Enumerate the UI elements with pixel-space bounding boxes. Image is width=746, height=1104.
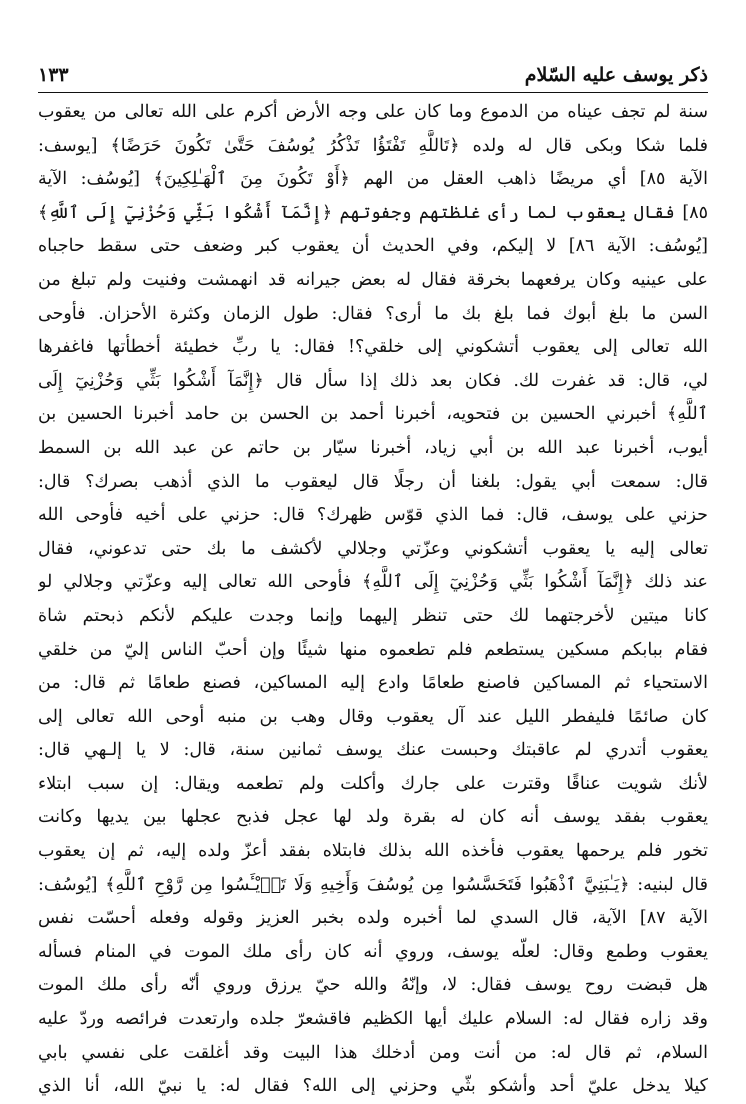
text-line: تعالى إليه يا يعقوب أتشكوني وعزّتي وجلالي لأكشف ما بك حتى تدعوني، فقال xyxy=(38,538,708,559)
text-line: كان صائمًا فليفطر الليل عند آل يعقوب وقال وهب بن منبه أوحى الله تعالى إلى xyxy=(38,706,708,727)
text-line: فلما شكا وبكى قال له ولده ﴿تَاللَّهِ تَفْتَؤُا تَذْكُرُ يُوسُفَ حَتَّىٰ تَكُونَ حَرَضًا﴾ [يوسف: xyxy=(38,135,708,156)
text-line: حزني على يوسف، قال: فما الذي قوّس ظهرك؟ قال: حزني على أخيه فأوحى الله xyxy=(38,505,708,526)
text-line: هل قبضت روح يوسف فقال: لا، وإنّهُ والله حيّ يرزق وروي أنّه رأى ملك الموت xyxy=(38,975,708,996)
text-line: تخور فلم يرحمها يعقوب فأخذه الله بذلك فابتلاه بفقد أعزّ ولده إليه، ثم إن يعقوب xyxy=(38,841,708,862)
text-line: فقام ببابكم مسكين يستطعم فلم تطعموه منها شيئًا وإن أحبّ الناس إليّ من خلقي xyxy=(38,639,708,660)
text-line: قال: سمعت أبي يقول: بلغنا أن رجلًا قال ليعقوب ما الذي أذهب بصرك؟ قال: xyxy=(38,471,708,492)
text-line: يعقوب بفقد يوسف أنه كان له بقرة ولد لها عجل فذبح عجلها بين يديها وكانت xyxy=(38,807,708,828)
text-line: قال لبنيه: ﴿يَـٰبَنِيَّ ٱذْهَبُوا فَتَحَسَّسُوا مِن يُوسُفَ وَأَخِيهِ وَلَا تَا۟يْـَٔسُوا مِن رَّوْحِ ٱللَّهِ﴾ [يُوسُف: xyxy=(38,874,708,895)
text-line: الآية ٨٧] الآية، قال السدي لما أخبره ولده بخبر العزيز وقوله وفعله أحسّت نفس xyxy=(38,908,708,929)
text-line: لأنك شويت عناقًا وقترت على جارك وأكلت ولم تطعمه ويقال: إن سبب ابتلاء xyxy=(38,773,708,794)
text-line: الاستحياء ثم المساكين فاصنع طعامًا وادع إليه المساكين، فصنع طعامًا ثم قال: من xyxy=(38,673,708,694)
text-line: وقد زاره فقال له: السلام عليك أيها الكظيم فاقشعرّ جلده وارتعدت فرائصه وردّ عليه xyxy=(38,1009,708,1030)
text-line: كيلا يدخل عليّ أحد وأشكو بثّي وحزني إلى الله؟ فقال له: يا نبيّ الله، أنا الذي xyxy=(38,1076,708,1097)
text-line: الآية ٨٥] أي مريضًا ذاهب العقل من الهم ﴿أَوْ تَكُونَ مِنَ ٱلْهَـٰلِكِينَ﴾ [يُوسُف: الآية xyxy=(38,169,708,190)
text-line: لي، قال: قد غفرت لك. فكان بعد ذلك إذا سأل قال ﴿إِنَّمَآ أَشْكُوا بَثِّي وَحُزْنِيٓ إِلَى xyxy=(38,370,708,391)
text-line: سنة لم تجف عيناه من الدموع وما كان على وجه الأرض أكرم على الله تعالى من يعقوب xyxy=(38,102,708,122)
text-line: ٨٥] فقال يعقوب لما رأى غلظتهم وجفوتهم ﴿إِنَّمَآ أَشْكُوا بَثِّي وَحُزْنِيٓ إِلَى ٱللَّهِ﴾ xyxy=(38,202,708,223)
chapter-title: ذكر يوسف عليه السّلام xyxy=(524,64,708,86)
body-text xyxy=(38,96,708,1104)
text-line: ٱللَّهِ﴾ أخبرني الحسين بن فتحويه، أخبرنا أحمد بن الحسن بن حامد أخبرنا الحسين بن xyxy=(38,404,708,425)
text-line: أيوب، أخبرنا عبد الله بن أبي زياد، أخبرنا سيّار بن حاتم عن عبد الله بن السمط xyxy=(38,437,708,458)
text-line: الله تعالى إلى يعقوب أتشكوني إلى خلقي؟! فقال: يا ربِّ خطيئة أخطأتها فاغفرها xyxy=(38,337,708,358)
running-header xyxy=(38,50,708,93)
text-line: السلام، ثم قال له: من أنت ومن أدخلك هذا البيت وقد أغلقت على نفسي بابي xyxy=(38,1042,708,1063)
text-line: [يُوسُف: الآية ٨٦] لا إليكم، وفي الحديث أن يعقوب كبر وضعف حتى سقط حاجباه xyxy=(38,236,708,257)
text-line: يعقوب وطمع وقال: لعلّه يوسف، وروي أنه كان رأى ملك الموت في المنام فسأله xyxy=(38,941,708,962)
text-line: السن ما بلغ أبوك فما بلغ بك ما أرى؟ فقال: طول الزمان وكثرة الأحزان. فأوحى xyxy=(38,303,708,324)
text-line: كانا ميتين لأخرجتهما لك حتى تنظر إليهما وإنما وجدت عليكم لأنكم ذبحتم شاة xyxy=(38,605,708,626)
text-line: على عينيه وكان يرفعهما بخرقة فقال له بعض جيرانه قد انهمشت وفنيت ولم تبلغ من xyxy=(38,269,708,290)
text-line: عند ذلك ﴿إِنَّمَآ أَشْكُوا بَثِّي وَحُزْنِيٓ إِلَى ٱللَّهِ﴾ فأوحى الله تعالى إليه وعزّتي وجلالي لو xyxy=(38,572,708,593)
page-number: ١٣٣ xyxy=(38,64,69,86)
text-line: يعقوب أتدري لم عاقبتك وحبست عنك يوسف ثمانين سنة، قال: لا يا إلـهي قال: xyxy=(38,740,708,761)
